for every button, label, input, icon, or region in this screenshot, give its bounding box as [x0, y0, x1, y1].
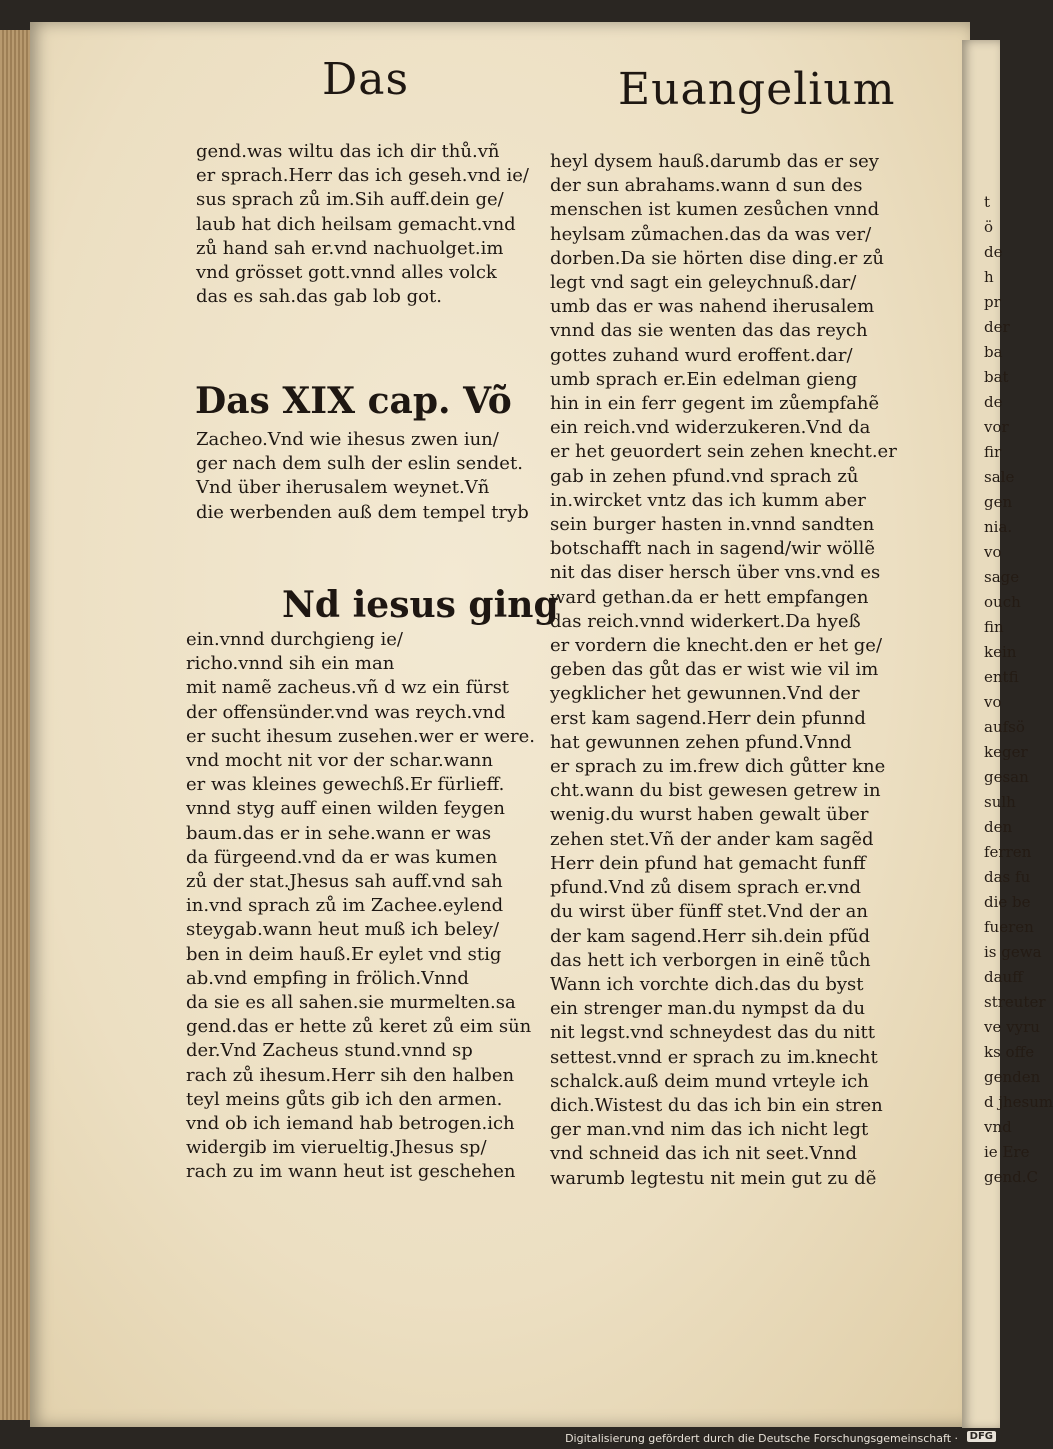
fragment-line: ö [984, 218, 994, 236]
fragment-line: das fu [984, 868, 1031, 886]
right-column-text [550, 150, 897, 1191]
fragment-line: ba [984, 343, 1003, 361]
text-line: cht.wann du bist gewesen getrew in [550, 780, 881, 802]
fragment-line: streuter [984, 993, 1046, 1011]
text-line: dich.Wistest du das ich bin ein stren [550, 1094, 883, 1116]
text-line: legt vnd sagt ein geleychnuß.dar/ [550, 272, 857, 294]
fragment-line: fir [984, 443, 1002, 461]
adjacent-page-edge [962, 40, 1053, 1430]
text-line: settest.vnnd er sprach zu im.knecht [550, 1046, 878, 1068]
text-line: da sie es all sahen.sie murmelten.sa [186, 992, 516, 1014]
fragment-line: ie Ere [984, 1143, 1030, 1161]
text-line: Herr dein pfund hat gemacht funff [550, 852, 866, 874]
chapter-heading: Das XIX cap. Võ [195, 380, 512, 422]
text-line: gab in zehen pfund.vnd sprach zů [550, 465, 859, 487]
summary-line: Vnd über iherusalem weynet.Vñ [196, 477, 490, 499]
text-line: heyl dysem hauß.darumb das er sey [550, 151, 879, 172]
text-line: nit legst.vnd schneydest das du nitt [550, 1022, 875, 1044]
fragment-line: aufsö [984, 718, 1025, 736]
text-line: ben in deim hauß.Er eylet vnd stig [186, 943, 502, 965]
fragment-line: gend.C [984, 1168, 1038, 1186]
running-header-left: Das [322, 54, 410, 105]
fragment-line: bat [984, 368, 1009, 386]
text-line: in.wircket vntz das ich kumm aber [550, 489, 866, 511]
text-line: ein.vnnd durchgieng ie/ [186, 629, 403, 650]
text-line: teyl meins gůts gib ich den armen. [186, 1088, 503, 1110]
text-line: er sprach zu im.frew dich gůtter kne [550, 756, 886, 778]
text-line: ein strenger man.du nympst da du [550, 998, 866, 1020]
text-line: Wann ich vorchte dich.das du byst [550, 973, 864, 995]
fragment-line: den [984, 818, 1013, 836]
summary-line: die werbenden auß dem tempel tryb [196, 501, 529, 523]
text-line: vnnd styg auff einen wilden feygen [186, 798, 505, 820]
text-line: wenig.du wurst haben gewalt über [550, 804, 869, 826]
fragment-line: vo [984, 543, 1002, 561]
chapter-summary [196, 428, 529, 525]
left-column-top-text [196, 140, 529, 309]
footer-bar [0, 1428, 1000, 1449]
text-line: steygab.wann heut muß ich beley/ [186, 919, 500, 941]
fragment-line: vo [984, 693, 1002, 711]
text-line: vnd schneid das ich nit seet.Vnnd [550, 1143, 858, 1165]
fragment-line: ve vyru [984, 1018, 1040, 1036]
summary-line: ger nach dem sulh der eslin sendet. [196, 453, 523, 475]
text-line: rach zu im wann heut ist geschehen [186, 1161, 516, 1183]
text-line: ward gethan.da er hett empfangen [550, 586, 869, 608]
text-line: richo.vnnd sih ein man [186, 653, 395, 675]
fragment-line: vor [984, 418, 1009, 436]
text-line: gend.das er hette zů keret zů eim sün [186, 1016, 532, 1038]
text-line: hat gewunnen zehen pfund.Vnnd [550, 731, 852, 753]
text-line: vnd grösset gott.vnnd alles volck [196, 262, 497, 284]
text-line: ab.vnd empfing in frölich.Vnnd [186, 967, 469, 989]
text-line: du wirst über fünff stet.Vnd der an [550, 901, 868, 923]
fragment-line: die be [984, 893, 1031, 911]
summary-line: Zacheo.Vnd wie ihesus zwen iun/ [196, 429, 499, 450]
text-line: mit namẽ zacheus.vñ d wz ein fürst [186, 677, 510, 699]
text-line: er het geuordert sein zehen knecht.er [550, 441, 897, 463]
text-line: gend.was wiltu das ich dir thů.vñ [196, 141, 500, 162]
text-line: warumb legtestu nit mein gut zu dẽ [550, 1167, 877, 1189]
text-line: geben das gůt das er wist wie vil im [550, 659, 879, 681]
text-line: botschafft nach in sagend/wir wöllẽ [550, 538, 875, 560]
fragment-line: kein [984, 643, 1017, 661]
fragment-line: ouch [984, 593, 1021, 611]
fragment-line: sale [984, 468, 1015, 486]
fragment-line: is gewa [984, 943, 1042, 961]
text-line: er was kleines gewechß.Er fürlieff. [186, 774, 505, 796]
fragment-line: h [984, 268, 994, 286]
text-line: dorben.Da sie hörten dise ding.er zů [550, 247, 885, 269]
fragment-line: de [984, 393, 1003, 411]
text-line: vnd mocht nit vor der schar.wann [186, 750, 493, 772]
fragment-line: ks offe [984, 1043, 1035, 1061]
fragment-line: dauff [984, 968, 1023, 986]
text-line: zů der stat.Jhesus sah auff.vnd sah [186, 871, 503, 893]
text-line: er sprach.Herr das ich geseh.vnd ie/ [196, 165, 529, 187]
text-line: schalck.auß deim mund vrteyle ich [550, 1070, 869, 1092]
text-line: vnd ob ich iemand hab betrogen.ich [186, 1113, 515, 1135]
fragment-line: fueren [984, 918, 1034, 936]
text-line: er sucht ihesum zusehen.wer er were. [186, 725, 535, 747]
text-line: sus sprach zů im.Sih auff.dein ge/ [196, 189, 504, 211]
fragment-line: gen [984, 493, 1013, 511]
initial-line: Nd iesus ging [282, 584, 559, 626]
text-line: erst kam sagend.Herr dein pfunnd [550, 707, 866, 729]
text-line: yegklicher het gewunnen.Vnd der [550, 683, 860, 705]
text-line: der.Vnd Zacheus stund.vnnd sp [186, 1040, 473, 1062]
fragment-line: vnd [984, 1118, 1012, 1136]
fragment-line: der [984, 318, 1010, 336]
text-line: zů hand sah er.vnd nachuolget.im [196, 237, 504, 259]
left-column-body-text [186, 628, 535, 1185]
text-line: widergib im vierueltig.Jhesus sp/ [186, 1137, 487, 1159]
text-line: sein burger hasten in.vnnd sandten [550, 514, 875, 536]
fragment-line: keger [984, 743, 1028, 761]
text-line: er vordern die knecht.den er het ge/ [550, 635, 883, 657]
text-line: menschen ist kumen zesůchen vnnd [550, 199, 880, 221]
text-line: hin in ein ferr gegent im zůempfahẽ [550, 393, 880, 415]
adjacent-page-fragments [962, 190, 1053, 1190]
fragment-line: sage [984, 568, 1020, 586]
text-line: gottes zuhand wurd eroffent.dar/ [550, 344, 853, 366]
fragment-line: genden [984, 1068, 1041, 1086]
text-line: ein reich.vnd widerzukeren.Vnd da [550, 417, 871, 439]
text-line: da fürgeend.vnd da er was kumen [186, 846, 498, 868]
text-line: pfund.Vnd zů disem sprach er.vnd [550, 877, 861, 899]
fragment-line: pr [984, 293, 1001, 311]
text-line: der sun abrahams.wann d sun des [550, 175, 863, 197]
text-line: vnnd das sie wenten das das reych [550, 320, 868, 342]
text-line: heylsam zůmachen.das da was ver/ [550, 223, 872, 245]
text-line: umb das er was nahend iherusalem [550, 296, 875, 318]
text-line: zehen stet.Vñ der ander kam sagẽd [550, 828, 874, 850]
text-line: der kam sagend.Herr sih.dein pfũd [550, 925, 871, 947]
text-line: in.vnd sprach zů im Zachee.eylend [186, 895, 504, 917]
text-line: das hett ich verborgen in einẽ tůch [550, 949, 871, 971]
fragment-line: d jhesum [984, 1093, 1053, 1111]
footer-credit: Digitalisierung gefördert durch die Deutsche Forschungsgemeinschaft · [565, 1432, 958, 1445]
fragment-line: entfi [984, 668, 1019, 686]
text-line: das reich.vnnd widerkert.Da hyeß [550, 610, 861, 632]
dfg-logo: DFG [967, 1431, 996, 1442]
text-line: rach zů ihesum.Herr sih den halben [186, 1064, 515, 1086]
fragment-line: ferren [984, 843, 1032, 861]
text-line: baum.das er in sehe.wann er was [186, 822, 492, 844]
text-line: nit das diser hersch über vns.vnd es [550, 562, 881, 584]
fragment-line: de [984, 243, 1003, 261]
book-page [30, 22, 970, 1427]
text-line: der offensünder.vnd was reych.vnd [186, 701, 506, 723]
running-header-right: Euangelium [618, 64, 896, 115]
text-line: laub hat dich heilsam gemacht.vnd [196, 213, 516, 235]
text-line: ger man.vnd nim das ich nicht legt [550, 1119, 869, 1141]
fragment-line: fin [984, 618, 1004, 636]
fragment-line: sulh [984, 793, 1016, 811]
fragment-line: nia. [984, 518, 1013, 536]
fragment-line: gesan [984, 768, 1029, 786]
text-line: das es sah.das gab lob got. [196, 286, 442, 308]
text-line: umb sprach er.Ein edelman gieng [550, 368, 858, 390]
fragment-line: t [984, 193, 991, 211]
